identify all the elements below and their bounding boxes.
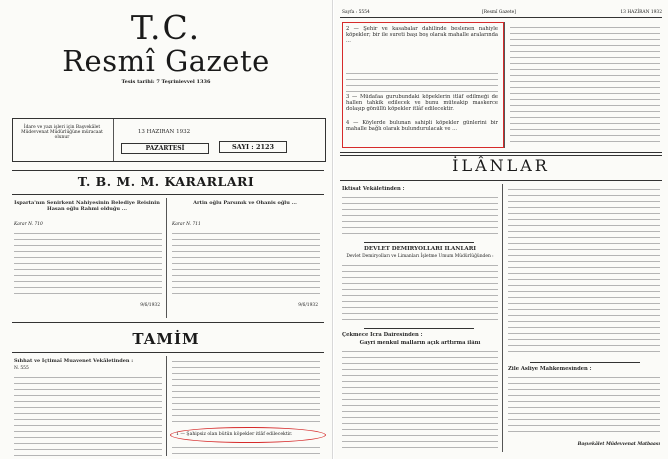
tamim-number: N. 555: [14, 366, 29, 371]
boxed-item-3: 3 — Müdafaa gurubundaki köpeklerin itlâf edilmeği de hallen tahkik edilecek ve bunu müteakip maskerce dolaşıp gönüllü köpekler itlâf edilecektir.: [346, 94, 498, 113]
tamim-body-tail: [172, 444, 320, 456]
section-title-ilanlar: İLÂNLAR: [452, 156, 550, 175]
decision2-date: 9/6/1932: [298, 303, 318, 308]
left-page: [0, 0, 333, 459]
ilan-devlet-body: [342, 262, 498, 324]
ilan-devlet-subtitle: Devlet Demiryolları ve Limanları İşletme Umum Müdürlüğünden :: [346, 254, 494, 259]
top-right-column-body: [510, 24, 660, 142]
decision2-heading: Artin oğlu Parsınık ve Ohanis oğlu ...: [193, 200, 297, 206]
decision2-number: Karar N. 711: [172, 222, 201, 227]
masthead-tc: T.C.: [130, 8, 202, 47]
header-page-number: Sayfa : 5554: [342, 10, 370, 15]
header-date: 13 HAZİRAN 1932: [620, 10, 662, 15]
masthead-title: Resmî Gazete: [62, 44, 270, 78]
decision1-heading: İsparta'nın Senirkent Nahiyesinin Belediye Reisinin Hasan oğlu Rahmi olduğu ...: [14, 200, 160, 213]
ilan-right-column-body: [508, 186, 660, 356]
ilan-zile-body: [508, 374, 660, 436]
ilan-zile-heading: Zile Asliye Mahkemesinden :: [508, 366, 592, 372]
decision1-number: Karar N. 710: [14, 222, 43, 227]
ilan-cekmece-heading: Çekmece İcra Dairesinden :: [342, 332, 423, 338]
tamim-body-right: [172, 358, 320, 426]
boxed-item-4: 4 — Köylerde bulunan sahipli köpekler günlerini bir mahalle bağlı olarak bulundurulacak ve ...: [346, 120, 498, 133]
section-title-tamim: TAMİM: [132, 330, 200, 348]
section-title-kararlar: T. B. M. M. KARARLARI: [77, 174, 255, 189]
info-issue: SAYI : 2123: [219, 141, 287, 153]
boxed-item-2: 2 — Şehir ve kasabalar dahilinde beslenen nahiyle köpekler; bir ile sureti başı boş olarak mahalle aralarında ...: [346, 26, 498, 45]
masthead-founded: Tesis tarihi: 7 Teşrinievvel 1336: [121, 79, 211, 85]
decision1-body: [14, 230, 162, 298]
ilan-iktisat-body: [342, 194, 498, 238]
info-office: İdare ve yazı işleri için Başvekâlet Müdevvenat Müdürlüğüne müracaat olunur: [21, 125, 103, 141]
footer-printer: Başvekâlet Müdevvenat Matbaası: [577, 442, 660, 447]
ilan-gayri-menkul-body: [342, 348, 498, 452]
masthead-info-box: [12, 118, 326, 162]
right-page: [334, 0, 668, 459]
info-date: 13 HAZİRAN 1932: [137, 129, 191, 135]
red-annotation-circle: [170, 427, 326, 443]
tamim-body-left: [14, 374, 162, 456]
header-paper-name: [Resmî Gazete]: [482, 10, 516, 15]
boxed-item-2-body: [346, 70, 498, 92]
ilan-gayri-menkul-title: Gayri menkul malların açık arttırma ilânı: [359, 340, 481, 346]
ilan-iktisat-heading: İktisat Vekâletinden :: [342, 186, 405, 192]
decision1-date: 9/6/1932: [140, 303, 160, 308]
ilan-devlet-title: DEVLET DEMİRYOLLARI İLÂNLARI: [364, 246, 476, 252]
tamim-highlight: 1 — Şahipsiz olan bütün köpekler itlâf edilecektir.: [176, 432, 293, 437]
decision2-body: [172, 230, 320, 298]
info-day: PAZARTESİ: [121, 143, 209, 154]
tamim-from: Sıhhat ve İçtimaî Muavenet Vekâletinden :: [14, 358, 134, 364]
